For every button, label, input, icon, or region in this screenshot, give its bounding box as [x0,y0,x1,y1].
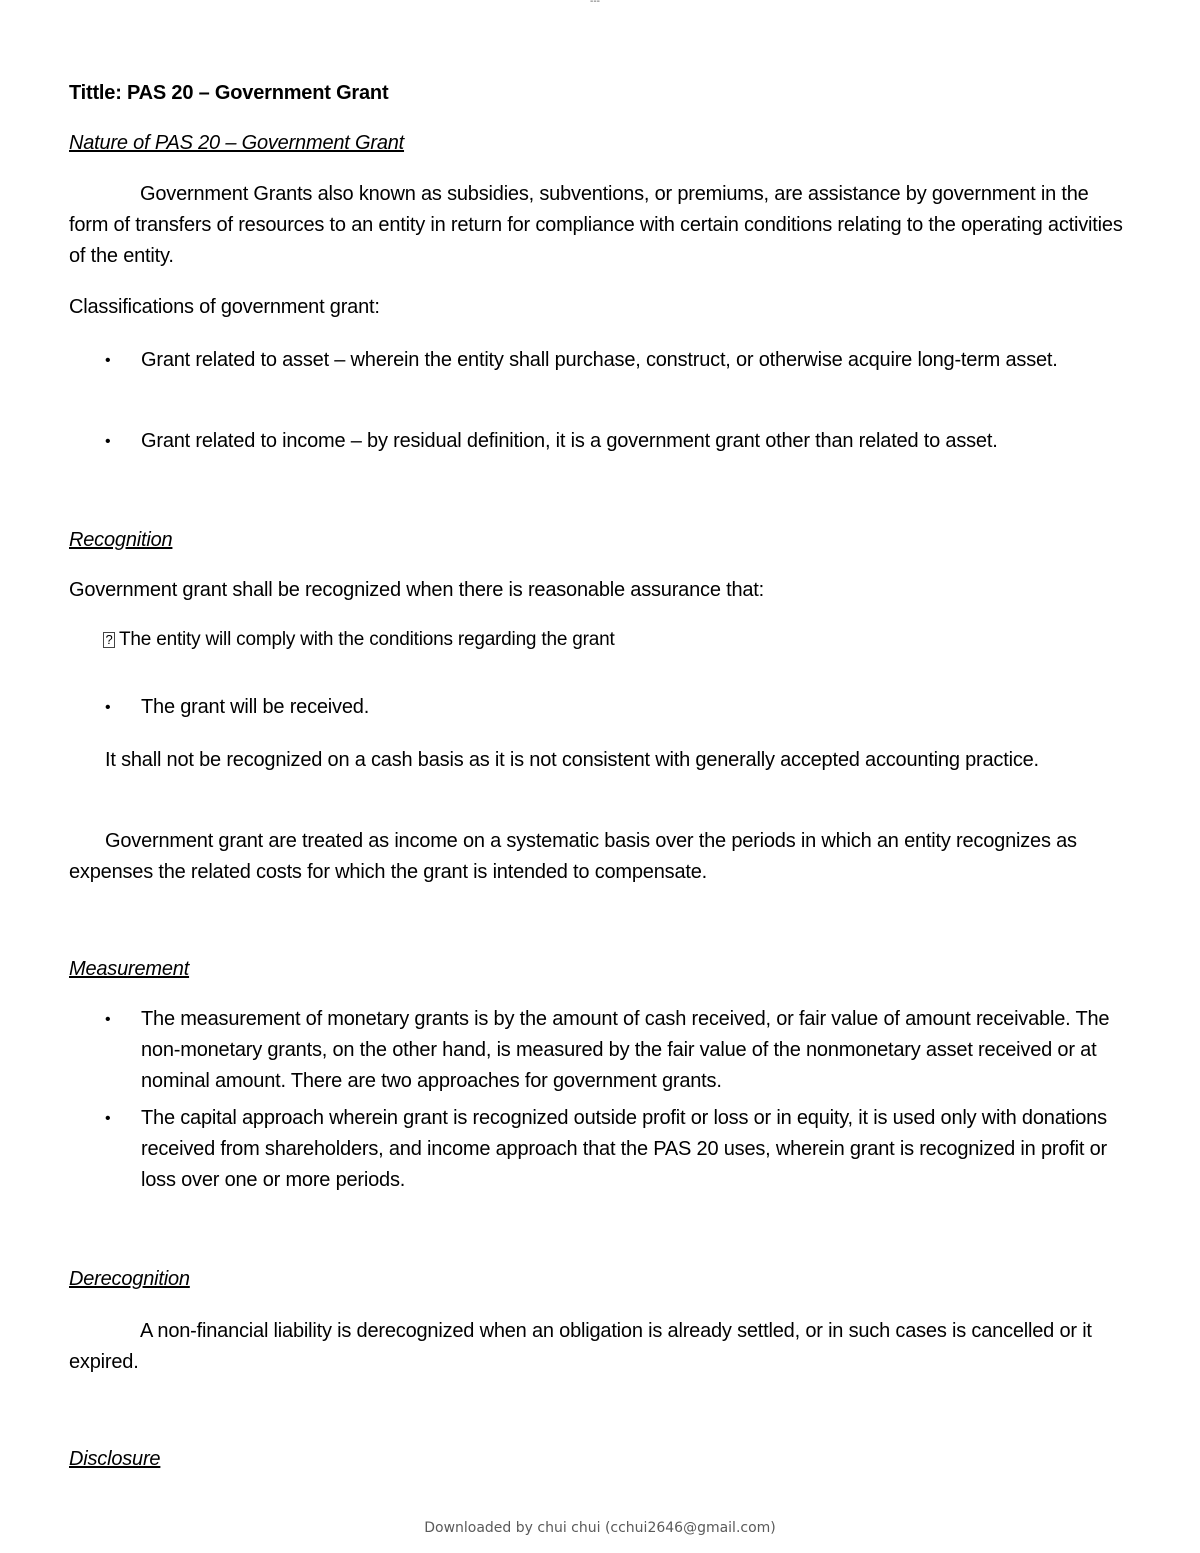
bullet-icon: • [105,352,111,369]
list-item-text: The grant will be received. [141,696,370,718]
recognition-note: It shall not be recognized on a cash basis as it is not consistent with generally accepted accounting practice. [105,749,1039,771]
page-top-mark: --- [590,0,600,7]
document-title: Tittle: PAS 20 – Government Grant [69,82,389,104]
list-item-text: The capital approach wherein grant is recognized outside profit or loss or in equity, it is used only with donations received from shareholders, and income approach that the PAS 20 uses, wherein grant is recognized in profit or loss over one or more periods. [141,1107,1107,1191]
derecognition-paragraph: A non-financial liability is derecognized when an obligation is already settled, or in such cases is cancelled or it expired. [69,1320,1092,1373]
bullet-icon: • [105,1011,111,1028]
list-item-text: Grant related to asset – wherein the entity shall purchase, construct, or otherwise acquire long-term asset. [141,349,1058,371]
recognition-item-one-text: The entity will comply with the conditions regarding the grant [119,629,615,650]
bullet-icon: • [105,433,111,450]
recognition-item-one [103,624,615,655]
recognition-closing: Government grant are treated as income on a systematic basis over the periods in which an entity recognizes as expenses the related costs for which the grant is intended to compensate. [69,830,1077,883]
classifications-label: Classifications of government grant: [69,296,380,318]
nature-intro-paragraph: Government Grants also known as subsidies, subventions, or premiums, are assistance by government in the form of transfers of resources to an entity in return for compliance with certain conditions relating to the operating activities of the entity. [69,183,1123,267]
heading-disclosure: Disclosure [69,1448,161,1470]
heading-measurement: Measurement [69,958,190,980]
download-footer: Downloaded by chui chui (cchui2646@gmail.com) [424,1520,776,1536]
heading-nature: Nature of PAS 20 – Government Grant [69,132,405,154]
heading-derecognition: Derecognition [69,1268,190,1290]
list-item-text: The measurement of monetary grants is by the amount of cash received, or fair value of amount receivable. The non-monetary grants, on the other hand, is measured by the fair value of the nonmonetary asset received or at nominal amount. There are two approaches for government grants. [141,1008,1110,1092]
recognition-lead: Government grant shall be recognized when there is reasonable assurance that: [69,579,765,601]
list-item-text: Grant related to income – by residual definition, it is a government grant other than related to asset. [141,430,998,452]
bullet-icon: • [105,699,111,716]
bullet-icon: • [105,1110,111,1127]
unknown-glyph-icon: ? [103,632,115,648]
heading-recognition: Recognition [69,529,173,551]
